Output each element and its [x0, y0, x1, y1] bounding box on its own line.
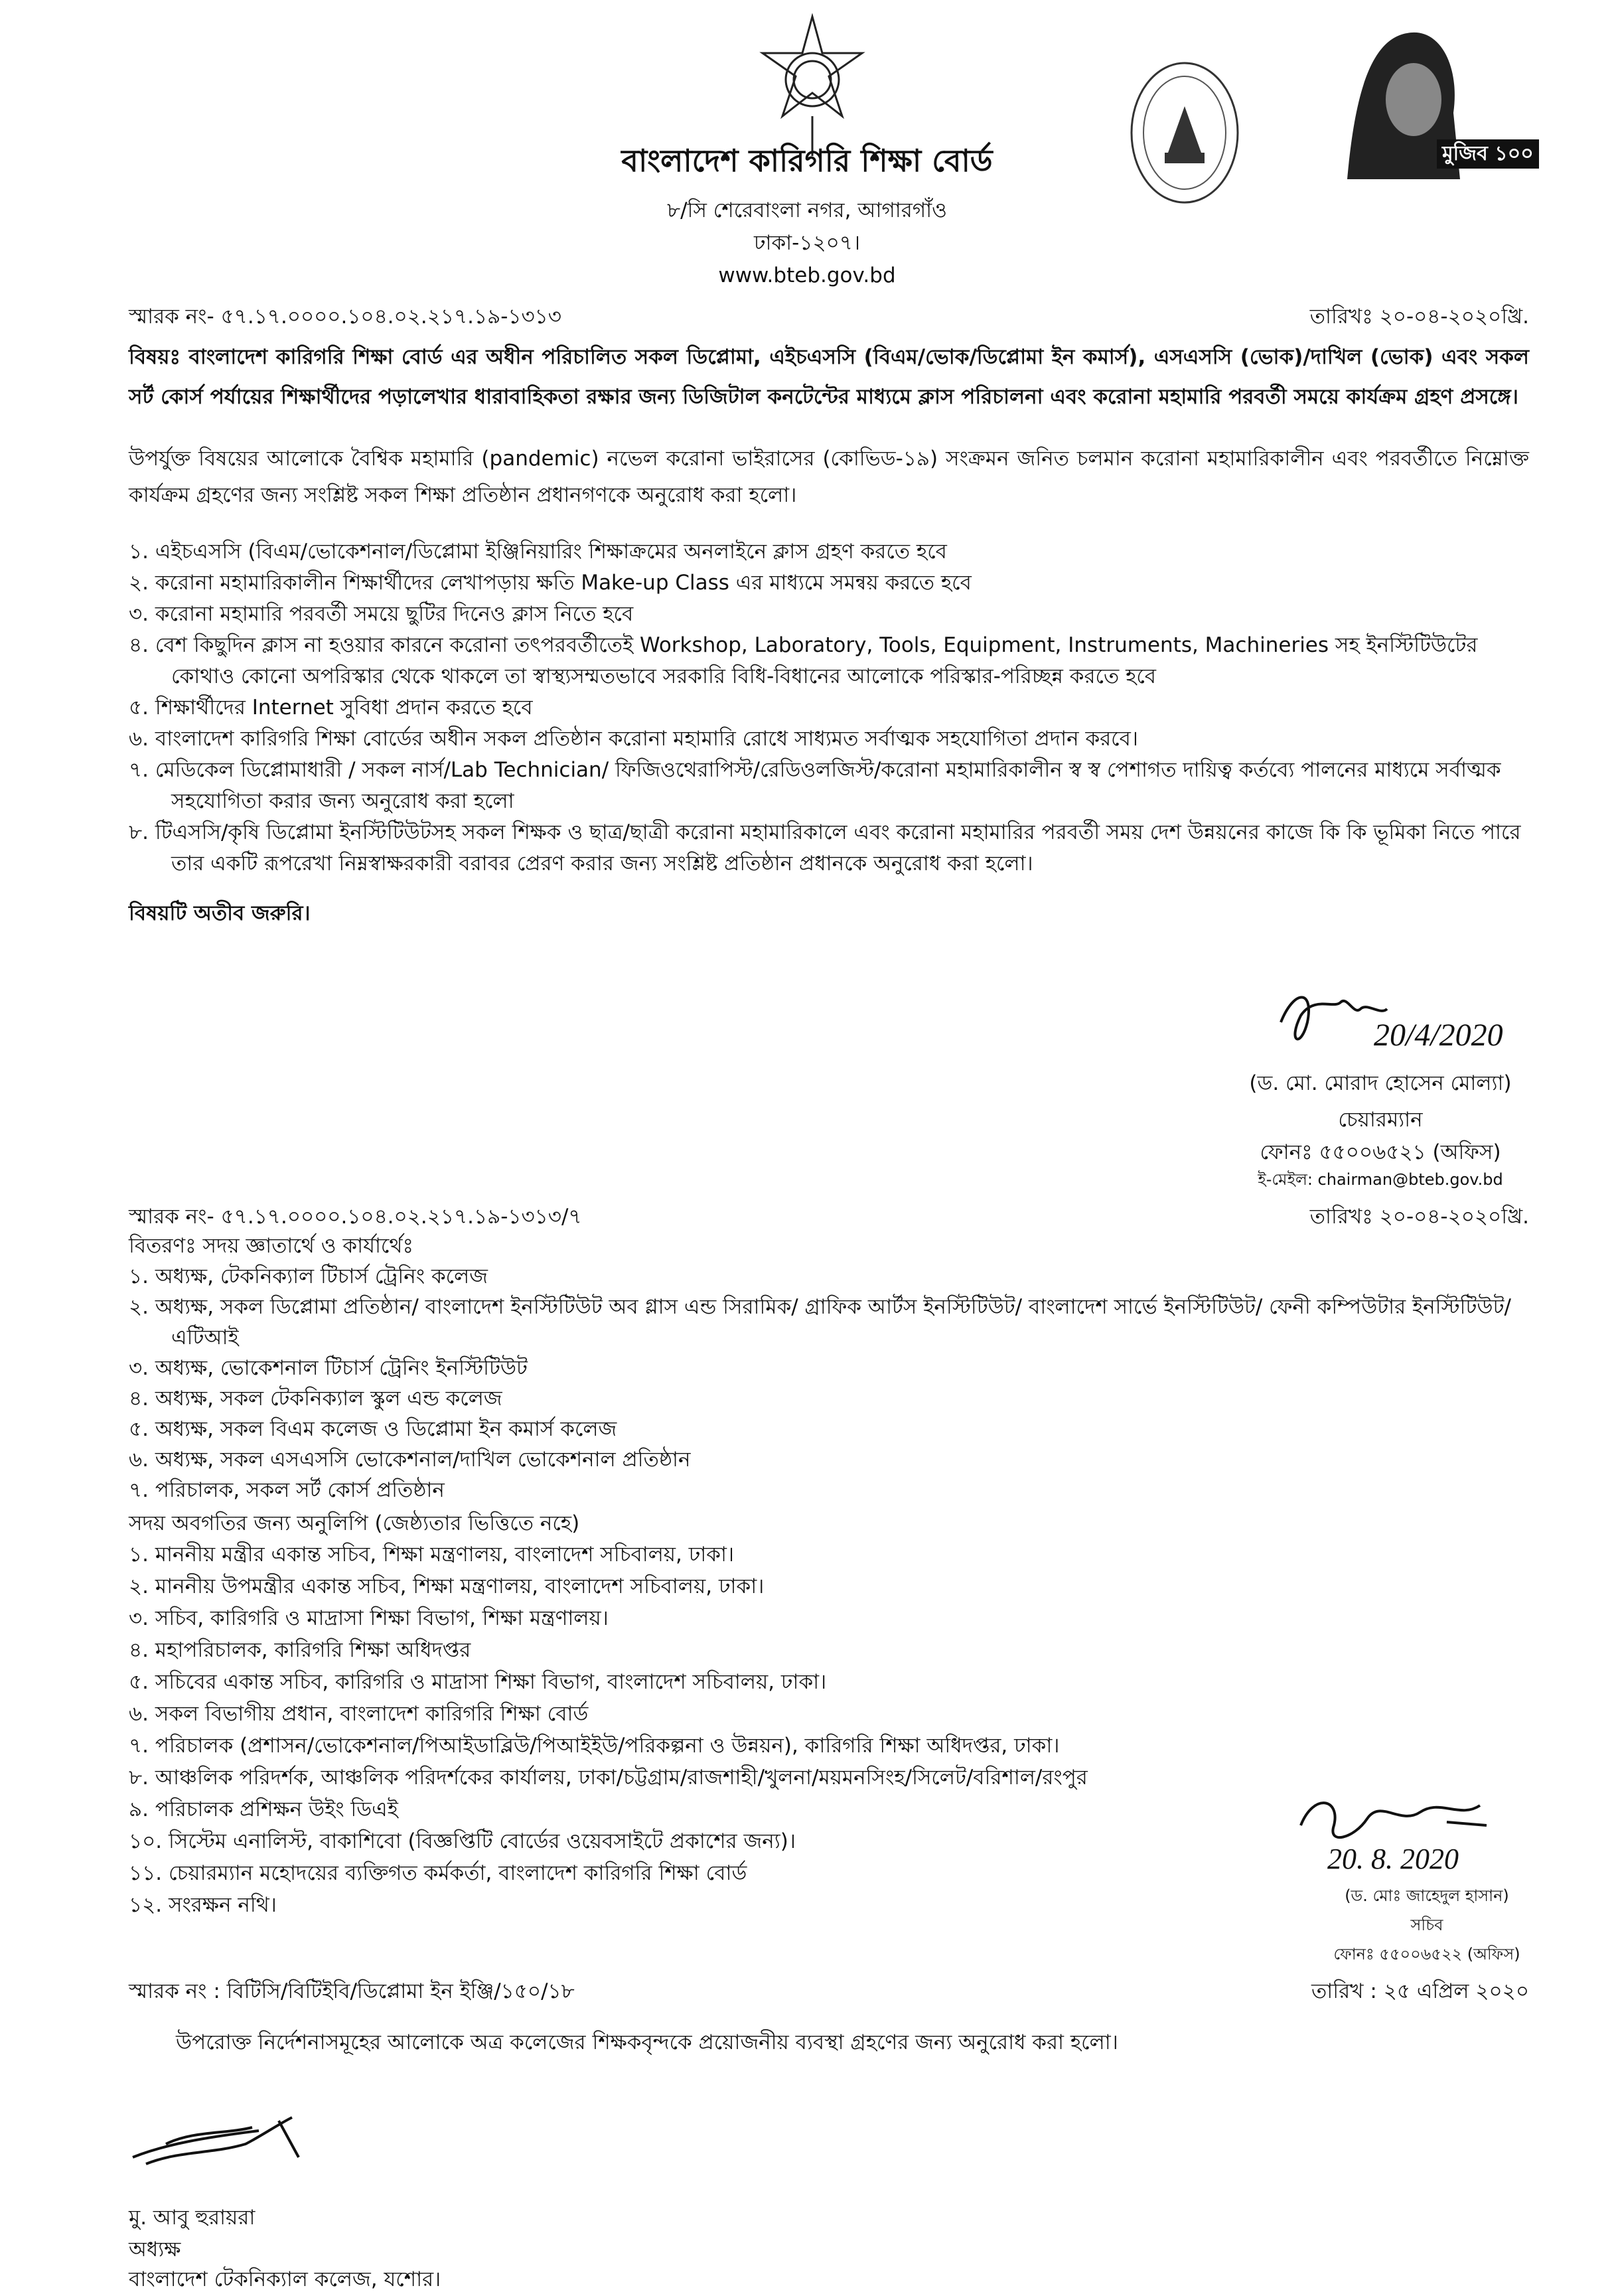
copy-item: ৬. সকল বিভাগীয় প্রধান, বাংলাদেশ কারিগরি শিক্ষা বোর্ড [129, 1702, 589, 1726]
copy-heading: সদয় অবগতির জন্য অনুলিপি (জেষ্ঠ্যতার ভিত্তিতে নহে) [129, 1511, 580, 1535]
instruction-item: ৫. শিক্ষার্থীদের Internet সুবিধা প্রদান করতে হবে [129, 696, 533, 720]
organization-title: বাংলাদেশ কারিগরি শিক্ষা বোর্ড [621, 143, 993, 179]
secretary-title: সচিব [1410, 1916, 1443, 1934]
distribution-item: ৭. পরিচালক, সকল সর্ট কোর্স প্রতিষ্ঠান [129, 1478, 445, 1502]
distribution-heading: বিতরণঃ সদয় জ্ঞাতার্থে ও কার্যার্থেঃ [129, 1234, 413, 1258]
chairman-email: ই-মেইল: chairman@bteb.gov.bd [1258, 1170, 1503, 1189]
instruction-item: ৮. টিএসসি/কৃষি ডিপ্লোমা ইনস্টিটিউটসহ সকল শিক্ষক ও ছাত্র/ছাত্রী করোনা মহামারিকালে এবং করোনা মহামারির পরবর্তী সময় দেশ উন্নয়নের কাজে কি কি ভূমিকা নিতে পারে তার একটি রূপরেখা নিম্নস্বাক্ষরকারী বরাবর প্রেরণ করার জন্য সংশ্লিষ্ট প্রতিষ্ঠান প্রধানকে অনুরোধ করা হলো। [129, 820, 1521, 876]
government-emblem [753, 13, 872, 159]
copy-item: ১১. চেয়ারম্যান মহোদয়ের ব্যক্তিগত কর্মকর্তা, বাংলাদেশ কারিগরি শিক্ষা বোর্ড [129, 1861, 747, 1885]
distribution-list [129, 1261, 1529, 1505]
bteb-seal [1128, 60, 1241, 206]
principal-signature [126, 2104, 325, 2177]
chairman-name: (ড. মো. মোরাদ হোসেন মোল্যা) [1249, 1071, 1512, 1095]
portrait-logo-text: মুজিব ১০০ [1437, 139, 1539, 169]
college-memo-date: তারিখ : ২৫ এপ্রিল ২০২০ [1311, 1979, 1529, 2003]
copy-item: ১২. সংরক্ষন নথি। [129, 1893, 277, 1917]
instruction-item: ৪. বেশ কিছুদিন ক্লাস না হওয়ার কারনে করোনা তৎপরবর্তীতেই Workshop, Laboratory, Tools, Equipment, Instruments, Machineries সহ ইনস্টিটিউটের কোথাও কোনো অপরিস্কার থেকে থাকলে তা স্বাস্থ্যসম্মতভাবে সরকারি বিধি-বিধানের আলোকে পরিস্কার-পরিচ্ছন্ন করতে হবে [129, 633, 1478, 688]
organization-city: ঢাকা-১২০৭। [753, 231, 861, 255]
secretary-signature-date: 20. 8. 2020 [1327, 1843, 1459, 1875]
urgent-note: বিষয়টি অতীব জরুরি। [129, 901, 311, 925]
secretary-signature [1287, 1786, 1566, 1878]
copy-item: ৭. পরিচালক (প্রশাসন/ভোকেশনাল/পিআইডাব্লিউ/পিআইইউ/পরিকল্পনা ও উন্নয়ন), কারিগরি শিক্ষা অধিদপ্তর, ঢাকা। [129, 1734, 1060, 1758]
chairman-signature-block [1195, 1068, 1566, 1191]
secretary-name: (ড. মোঃ জাহেদুল হাসান) [1345, 1886, 1509, 1905]
copy-item: ৩. সচিব, কারিগরি ও মাদ্রাসা শিক্ষা বিভাগ, শিক্ষা মন্ত্রণালয়। [129, 1606, 609, 1630]
chairman-signature [1274, 982, 1553, 1055]
memo-reference: স্মারক নং- ৫৭.১৭.০০০০.১০৪.০২.২১৭.১৯-১৩১৩ [129, 305, 561, 329]
distribution-item: ২. অধ্যক্ষ, সকল ডিপ্লোমা প্রতিষ্ঠান/ বাংলাদেশ ইনস্টিটিউট অব গ্লাস এন্ড সিরামিক/ গ্রাফিক আর্টস ইনস্টিটিউট/ বাংলাদেশ সার্ভে ইনস্টিটিউট/ ফেনী কম্পিউটার ইনস্টিটিউট/ এটিআই [129, 1295, 1511, 1349]
memo-intro: উপর্যুক্ত বিষয়ের আলোকে বৈশ্বিক মহামারি (pandemic) নভেল করোনা ভাইরাসের (কোভিড-১৯) সংক্রমন জনিত চলমান করোনা মহামারিকালীন এবং পরবর্তীতে নিম্নোক্ত কার্যক্রম গ্রহণের জন্য সংশ্লিষ্ট সকল শিক্ষা প্রতিষ্ঠান প্রধানগণকে অনুরোধ করা হলো। [129, 447, 1529, 507]
principal-organization: বাংলাদেশ টেকনিক্যাল কলেজ, যশোর। [129, 2267, 441, 2291]
copy-item: ১. মাননীয় মন্ত্রীর একান্ত সচিব, শিক্ষা মন্ত্রণালয়, বাংলাদেশ সচিবালয়, ঢাকা। [129, 1543, 735, 1567]
secretary-signature-block [1261, 1881, 1593, 1969]
organization-website: www.bteb.gov.bd [718, 264, 896, 287]
instruction-list [129, 536, 1529, 880]
principal-name: মু. আবু হুরায়রা [129, 2206, 256, 2230]
distribution-item: ৪. অধ্যক্ষ, সকল টেকনিক্যাল স্কুল এন্ড কলেজ [129, 1387, 502, 1411]
copy-item: ২. মাননীয় উপমন্ত্রীর একান্ত সচিব, শিক্ষা মন্ত্রণালয়, বাংলাদেশ সচিবালয়, ঢাকা। [129, 1574, 765, 1598]
college-memo-reference: স্মারক নং : বিটিসি/বিটিইবি/ডিপ্লোমা ইন ইঞ্জি/১৫০/১৮ [129, 1979, 575, 2003]
svg-text:20/4/2020: 20/4/2020 [1374, 1018, 1503, 1053]
organization-address: ৮/সি শেরেবাংলা নগর, আগারগাঁও [667, 198, 947, 222]
chairman-phone: ফোনঃ ৫৫০০৬৫২১ (অফিস) [1260, 1140, 1501, 1164]
copy-list [129, 1539, 1224, 1921]
copy-item: ১০. সিস্টেম এনালিস্ট, বাকাশিবো (বিজ্ঞপ্তিটি বোর্ডের ওয়েবসাইটে প্রকাশের জন্য)। [129, 1829, 796, 1853]
memo-subject: বিষয়ঃ বাংলাদেশ কারিগরি শিক্ষা বোর্ড এর অধীন পরিচালিত সকল ডিপ্লোমা, এইচএসসি (বিএম/ভোক/ডিপ্লোমা ইন কমার্স), এসএসসি (ভোক)/দাখিল (ভোক) এবং সকল সর্ট কোর্স পর্যায়ের শিক্ষার্থীদের পড়ালেখার ধারাবাহিকতা রক্ষার জন্য ডিজিটাল কনটেন্টের মাধ্যমে ক্লাস পরিচালনা এবং করোনা মহামারি পরবর্তী সময়ে কার্যক্রম গ্রহণ প্রসঙ্গে। [129, 345, 1529, 409]
principal-title: অধ্যক্ষ [129, 2238, 181, 2261]
distribution-item: ৫. অধ্যক্ষ, সকল বিএম কলেজ ও ডিপ্লোমা ইন কমার্স কলেজ [129, 1417, 617, 1441]
distribution-memo-date: তারিখঃ ২০-০৪-২০২০খ্রি. [1309, 1205, 1529, 1229]
distribution-memo-reference: স্মারক নং- ৫৭.১৭.০০০০.১০৪.০২.২১৭.১৯-১৩১৩/৭ [129, 1205, 582, 1229]
distribution-item: ১. অধ্যক্ষ, টেকনিক্যাল টিচার্স ট্রেনিং কলেজ [129, 1264, 488, 1288]
copy-item: ৮. আঞ্চলিক পরিদর্শক, আঞ্চলিক পরিদর্শকের কার্যালয়, ঢাকা/চট্টগ্রাম/রাজশাহী/খুলনা/ময়মনসিংহ/সিলেট/বরিশাল/রংপুর [129, 1766, 1088, 1790]
copy-item: ৫. সচিবের একান্ত সচিব, কারিগরি ও মাদ্রাসা শিক্ষা বিভাগ, বাংলাদেশ সচিবালয়, ঢাকা। [129, 1670, 827, 1694]
copy-item: ৯. পরিচালক প্রশিক্ষন উইং ডিএই [129, 1798, 398, 1821]
memo-date: তারিখঃ ২০-০৪-২০২০খ্রি. [1309, 305, 1529, 329]
chairman-title: চেয়ারম্যান [1338, 1108, 1423, 1132]
instruction-item: ৩. করোনা মহামারি পরবর্তী সময়ে ছুটির দিনেও ক্লাস নিতে হবে [129, 602, 634, 626]
instruction-item: ২. করোনা মহামারিকালীন শিক্ষার্থীদের লেখাপড়ায় ক্ষতি Make-up Class এর মাধ্যমে সমন্বয় করতে হবে [129, 571, 972, 595]
secretary-phone: ফোনঃ ৫৫০০৬৫২২ (অফিস) [1333, 1945, 1520, 1963]
memo-body [129, 337, 1529, 930]
copy-item: ৪. মহাপরিচালক, কারিগরি শিক্ষা অধিদপ্তর [129, 1638, 471, 1662]
distribution-item: ৩. অধ্যক্ষ, ভোকেশনাল টিচার্স ট্রেনিং ইনস্টিটিউট [129, 1356, 528, 1380]
college-memo-body: উপরোক্ত নির্দেশনাসমূহের আলোকে অত্র কলেজের শিক্ষকবৃন্দকে প্রয়োজনীয় ব্যবস্থা গ্রহণের জন্য অনুরোধ করা হলো। [176, 2030, 1118, 2054]
distribution-item: ৬. অধ্যক্ষ, সকল এসএসসি ভোকেশনাল/দাখিল ভোকেশনাল প্রতিষ্ঠান [129, 1448, 691, 1472]
instruction-item: ১. এইচএসসি (বিএম/ভোকেশনাল/ডিপ্লোমা ইঞ্জিনিয়ারিং শিক্ষাক্রমের অনলাইনে ক্লাস গ্রহণ করতে হবে [129, 540, 947, 564]
instruction-item: ৭. মেডিকেল ডিপ্লোমাধারী / সকল নার্স/Lab Technician/ ফিজিওথেরাপিস্ট/রেডিওলজিস্ট/করোনা মহামারিকালীন স্ব স্ব পেশাগত দায়িত্ব কর্তব্যে পালনের মাধ্যমে সর্বাত্মক সহযোগিতা করার জন্য অনুরোধ করা হলো [129, 758, 1501, 813]
instruction-item: ৬. বাংলাদেশ কারিগরি শিক্ষা বোর্ডের অধীন সকল প্রতিষ্ঠান করোনা মহামারি রোধে সাধ্যমত সর্বাত্মক সহযোগিতা প্রদান করবে। [129, 727, 1138, 751]
